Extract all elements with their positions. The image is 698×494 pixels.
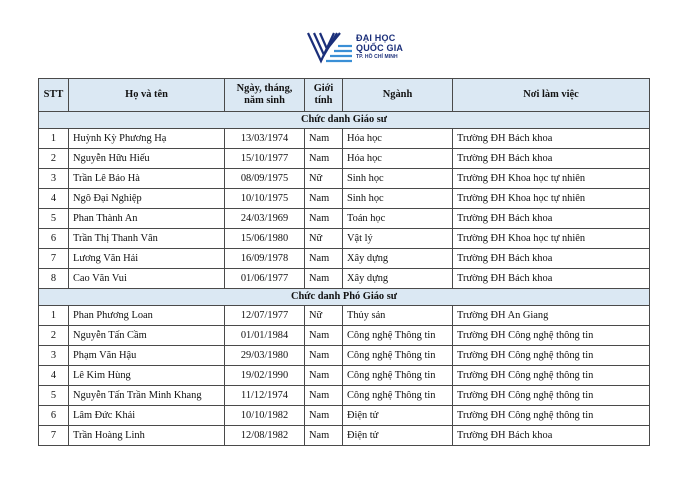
table-row: [39, 366, 650, 386]
cell-major: Công nghệ Thông tin: [343, 366, 453, 386]
cell-sex: Nam: [305, 209, 343, 229]
table-row: [39, 189, 650, 209]
cell-major: Điện tử: [343, 406, 453, 426]
cell-sex: Nam: [305, 346, 343, 366]
professor-list-table: [38, 78, 650, 446]
cell-name: Phan Phương Loan: [69, 306, 225, 326]
cell-name: Nguyễn Hữu Hiếu: [69, 149, 225, 169]
cell-workplace: Trường ĐH Bách khoa: [453, 426, 650, 446]
cell-major: Sinh học: [343, 169, 453, 189]
cell-sex: Nam: [305, 366, 343, 386]
cell-sex: Nữ: [305, 229, 343, 249]
cell-stt: 2: [39, 149, 69, 169]
cell-workplace: Trường ĐH Khoa học tự nhiên: [453, 189, 650, 209]
cell-workplace: Trường ĐH Bách khoa: [453, 129, 650, 149]
cell-name: Lê Kim Hùng: [69, 366, 225, 386]
cell-workplace: Trường ĐH Công nghệ thông tin: [453, 366, 650, 386]
cell-name: Trần Thị Thanh Vân: [69, 229, 225, 249]
logo-wordmark: [356, 34, 403, 60]
cell-name: Trần Lê Bảo Hà: [69, 169, 225, 189]
cell-sex: Nữ: [305, 306, 343, 326]
cell-stt: 5: [39, 209, 69, 229]
cell-dob: 11/12/1974: [225, 386, 305, 406]
cell-major: Công nghệ Thông tin: [343, 386, 453, 406]
cell-workplace: Trường ĐH Công nghệ thông tin: [453, 406, 650, 426]
header-workplace: Nơi làm việc: [453, 79, 650, 112]
cell-stt: 5: [39, 386, 69, 406]
cell-name: Trần Hoàng Linh: [69, 426, 225, 446]
cell-sex: Nữ: [305, 169, 343, 189]
cell-dob: 10/10/1982: [225, 406, 305, 426]
table-row: [39, 306, 650, 326]
cell-dob: 12/07/1977: [225, 306, 305, 326]
header-stt: STT: [39, 79, 69, 112]
cell-name: Nguyễn Tấn Trần Minh Khang: [69, 386, 225, 406]
cell-workplace: Trường ĐH An Giang: [453, 306, 650, 326]
logo-mark-icon: [306, 30, 354, 66]
cell-workplace: Trường ĐH Khoa học tự nhiên: [453, 169, 650, 189]
cell-major: Xây dựng: [343, 269, 453, 289]
table-row: [39, 406, 650, 426]
cell-sex: Nam: [305, 406, 343, 426]
header-sex-line-1: Giới: [313, 83, 334, 94]
cell-name: Nguyễn Tấn Cầm: [69, 326, 225, 346]
table-row: [39, 229, 650, 249]
cell-dob: 19/02/1990: [225, 366, 305, 386]
header-dob: [225, 79, 305, 112]
logo-line-2: QUỐC GIA: [356, 43, 404, 53]
cell-sex: Nam: [305, 129, 343, 149]
cell-workplace: Trường ĐH Công nghệ thông tin: [453, 386, 650, 406]
cell-major: Công nghệ Thông tin: [343, 346, 453, 366]
cell-stt: 6: [39, 406, 69, 426]
cell-stt: 7: [39, 426, 69, 446]
cell-dob: 24/03/1969: [225, 209, 305, 229]
header-major: Ngành: [343, 79, 453, 112]
cell-name: Phạm Văn Hậu: [69, 346, 225, 366]
cell-stt: 4: [39, 366, 69, 386]
cell-dob: 15/10/1977: [225, 149, 305, 169]
header-name: Họ và tên: [69, 79, 225, 112]
cell-stt: 1: [39, 306, 69, 326]
cell-workplace: Trường ĐH Khoa học tự nhiên: [453, 229, 650, 249]
cell-sex: Nam: [305, 386, 343, 406]
header-sex: [305, 79, 343, 112]
table-row: [39, 249, 650, 269]
table-row: [39, 346, 650, 366]
cell-name: Phan Thành An: [69, 209, 225, 229]
cell-name: Ngô Đại Nghiệp: [69, 189, 225, 209]
table-row: [39, 129, 650, 149]
cell-name: Cao Văn Vui: [69, 269, 225, 289]
cell-dob: 16/09/1978: [225, 249, 305, 269]
section-header-row: [39, 289, 650, 306]
logo-line-3: TP. HỒ CHÍ MINH: [356, 54, 398, 60]
table-row: [39, 269, 650, 289]
cell-major: Vật lý: [343, 229, 453, 249]
table-row: [39, 326, 650, 346]
cell-workplace: Trường ĐH Công nghệ thông tin: [453, 346, 650, 366]
cell-workplace: Trường ĐH Công nghệ thông tin: [453, 326, 650, 346]
cell-workplace: Trường ĐH Bách khoa: [453, 209, 650, 229]
table-row: [39, 386, 650, 406]
table-body: [39, 112, 650, 446]
cell-stt: 3: [39, 169, 69, 189]
cell-workplace: Trường ĐH Bách khoa: [453, 149, 650, 169]
cell-stt: 2: [39, 326, 69, 346]
table-row: [39, 169, 650, 189]
header-dob-line-2: năm sinh: [244, 95, 285, 106]
cell-dob: 13/03/1974: [225, 129, 305, 149]
section-title: Chức danh Giáo sư: [39, 112, 650, 129]
cell-major: Điện tử: [343, 426, 453, 446]
cell-dob: 01/06/1977: [225, 269, 305, 289]
table-row: [39, 426, 650, 446]
cell-major: Hóa học: [343, 129, 453, 149]
cell-name: Lâm Đức Khải: [69, 406, 225, 426]
cell-name: Lương Văn Hải: [69, 249, 225, 269]
cell-stt: 6: [39, 229, 69, 249]
cell-dob: 08/09/1975: [225, 169, 305, 189]
cell-workplace: Trường ĐH Bách khoa: [453, 269, 650, 289]
cell-dob: 12/08/1982: [225, 426, 305, 446]
cell-stt: 8: [39, 269, 69, 289]
cell-major: Công nghệ Thông tin: [343, 326, 453, 346]
cell-major: Hóa học: [343, 149, 453, 169]
cell-stt: 1: [39, 129, 69, 149]
table-row: [39, 149, 650, 169]
cell-dob: 15/06/1980: [225, 229, 305, 249]
cell-workplace: Trường ĐH Bách khoa: [453, 249, 650, 269]
cell-sex: Nam: [305, 426, 343, 446]
header-dob-line-1: Ngày, tháng,: [236, 83, 293, 94]
logo-line-1: ĐẠI HỌC: [356, 33, 396, 43]
cell-stt: 4: [39, 189, 69, 209]
table-row: [39, 209, 650, 229]
cell-dob: 10/10/1975: [225, 189, 305, 209]
cell-dob: 01/01/1984: [225, 326, 305, 346]
section-header-row: [39, 112, 650, 129]
header-sex-line-2: tính: [314, 95, 333, 106]
cell-sex: Nam: [305, 269, 343, 289]
cell-major: Thủy sản: [343, 306, 453, 326]
cell-sex: Nam: [305, 189, 343, 209]
cell-sex: Nam: [305, 149, 343, 169]
cell-major: Sinh học: [343, 189, 453, 209]
cell-sex: Nam: [305, 249, 343, 269]
university-logo: [306, 30, 416, 70]
cell-major: Xây dựng: [343, 249, 453, 269]
cell-name: Huỳnh Kỳ Phương Hạ: [69, 129, 225, 149]
cell-major: Toán học: [343, 209, 453, 229]
table-header-row: [39, 79, 650, 112]
cell-sex: Nam: [305, 326, 343, 346]
section-title: Chức danh Phó Giáo sư: [39, 289, 650, 306]
cell-stt: 3: [39, 346, 69, 366]
cell-stt: 7: [39, 249, 69, 269]
cell-dob: 29/03/1980: [225, 346, 305, 366]
